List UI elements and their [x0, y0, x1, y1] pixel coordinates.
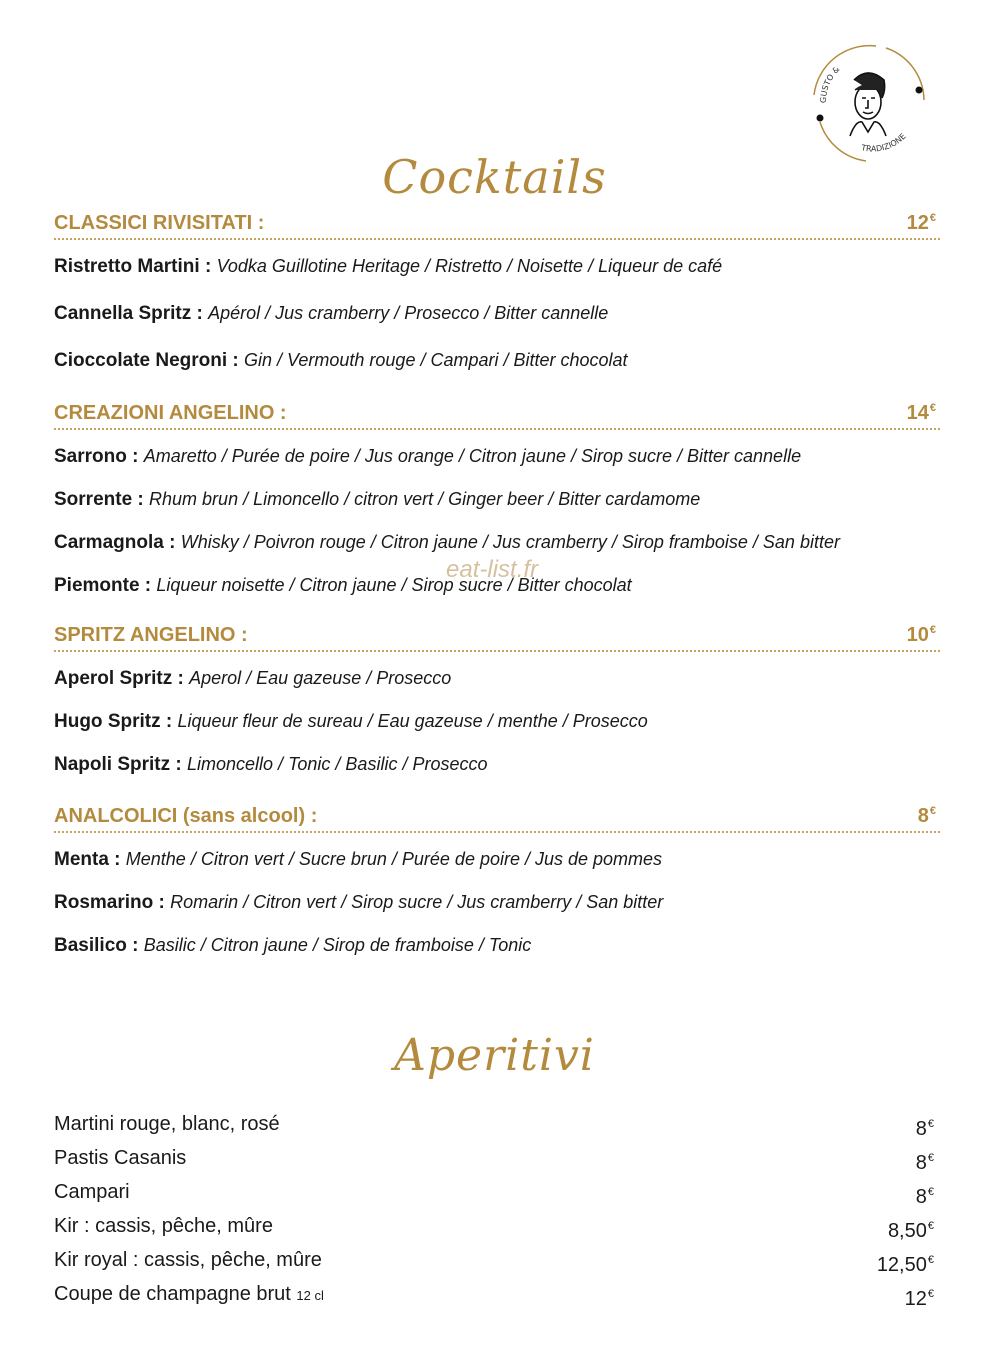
logo-top-text: GUSTO & [818, 64, 842, 104]
aperitivi-list [54, 1110, 934, 1310]
section-header [54, 212, 940, 240]
logo-bottom-text: TRADIZIONE [860, 131, 908, 154]
section-header [54, 624, 940, 652]
list-item: Kir royal : cassis, pêche, mûre 12,50€ [54, 1249, 934, 1276]
list-item: Carmagnola : Whisky / Poivron rouge / Citron jaune / Jus cramberry / Sirop framboise / San bitter [54, 532, 840, 553]
list-item: Cioccolate Negroni : Gin / Vermouth rouge / Campari / Bitter chocolat [54, 350, 628, 371]
list-item: Campari 8€ [54, 1181, 934, 1208]
section-header [54, 402, 940, 430]
section-classici-rivisitati [54, 212, 940, 395]
section-title: SPRITZ ANGELINO : [54, 624, 248, 646]
list-item: Piemonte : Liqueur noisette / Citron jaune / Sirop sucre / Bitter chocolat [54, 575, 632, 596]
section-price: 8€ [917, 805, 936, 827]
section-title: CREAZIONI ANGELINO : [54, 402, 287, 424]
section-analcolici [54, 805, 940, 976]
section-price: 12€ [906, 212, 936, 234]
list-item: Coupe de champagne brut 12 cl 12€ [54, 1283, 934, 1310]
section-price: 10€ [906, 624, 936, 646]
chef-portrait-icon [850, 73, 886, 136]
section-price: 14€ [906, 402, 936, 424]
cocktails-title: Cocktails [382, 150, 607, 204]
list-item: Aperol Spritz : Aperol / Eau gazeuse / Prosecco [54, 668, 452, 689]
list-item: Basilico : Basilic / Citron jaune / Sirop de framboise / Tonic [54, 935, 532, 956]
list-item: Cannella Spritz : Apérol / Jus cramberry / Prosecco / Bitter cannelle [54, 303, 609, 324]
list-item: Rosmarino : Romarin / Citron vert / Sirop sucre / Jus cramberry / San bitter [54, 892, 664, 913]
section-title: ANALCOLICI (sans alcool) : [54, 805, 318, 827]
list-item: Ristretto Martini : Vodka Guillotine Heritage / Ristretto / Noisette / Liqueur de café [54, 256, 723, 277]
aperitivi-title: Aperitivi [394, 1030, 595, 1081]
list-item: Martini rouge, blanc, rosé 8€ [54, 1113, 934, 1140]
section-spritz-angelino [54, 624, 940, 795]
list-item: Sorrente : Rhum brun / Limoncello / citron vert / Ginger beer / Bitter cardamome [54, 489, 701, 510]
list-item: Hugo Spritz : Liqueur fleur de sureau / Eau gazeuse / menthe / Prosecco [54, 711, 648, 732]
restaurant-logo [806, 40, 932, 166]
list-item: Sarrono : Amaretto / Purée de poire / Jus orange / Citron jaune / Sirop sucre / Bitter cannelle [54, 446, 802, 467]
list-item: Pastis Casanis 8€ [54, 1147, 934, 1174]
list-item: Napoli Spritz : Limoncello / Tonic / Basilic / Prosecco [54, 754, 488, 775]
list-item: Menta : Menthe / Citron vert / Sucre brun / Purée de poire / Jus de pommes [54, 849, 663, 870]
watermark: eat-list.fr [446, 556, 539, 583]
section-header [54, 805, 940, 833]
section-title: CLASSICI RIVISITATI : [54, 212, 265, 234]
list-item: Kir : cassis, pêche, mûre 8,50€ [54, 1215, 934, 1242]
